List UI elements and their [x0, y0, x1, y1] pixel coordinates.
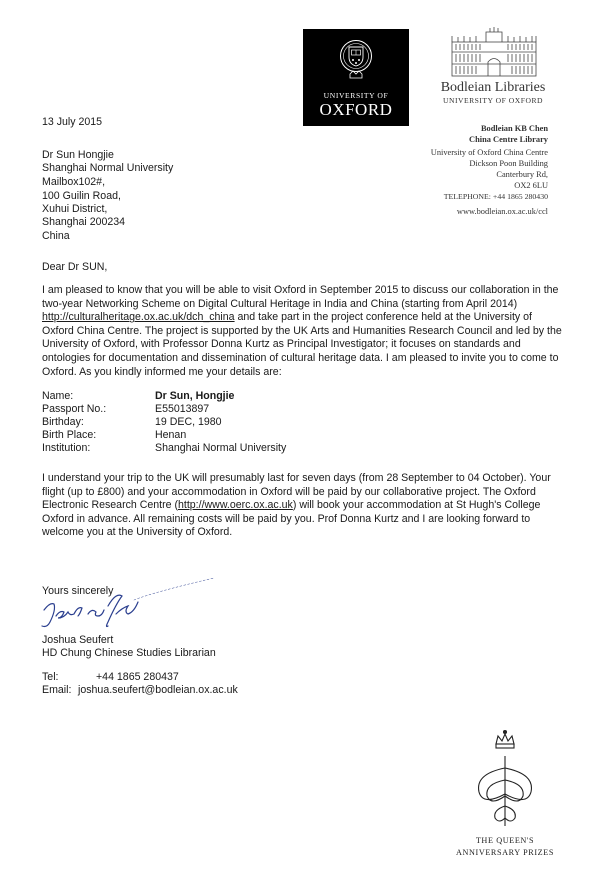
address-telephone: TELEPHONE: +44 1865 280430: [443, 192, 548, 201]
bodleian-subtitle: UNIVERSITY OF OXFORD: [442, 96, 543, 105]
recipient-line: Shanghai Normal University: [42, 162, 174, 174]
oxford-logo-line2: OXFORD: [319, 100, 393, 119]
detail-label: Passport No.:: [42, 403, 107, 415]
recipient-line: Xuhui District,: [42, 203, 108, 215]
letter-date: 13 July 2015: [42, 116, 103, 128]
signer-name: Joshua Seufert: [42, 634, 114, 646]
detail-value: Shanghai Normal University: [155, 442, 287, 454]
signer-title: HD Chung Chinese Studies Librarian: [42, 647, 216, 659]
signature-icon: [30, 576, 220, 634]
oxford-logo: [303, 29, 409, 126]
address-line: Canterbury Rd,: [496, 170, 548, 179]
address-dept-2: China Centre Library: [469, 135, 548, 144]
address-line: Dickson Poon Building: [469, 159, 548, 168]
contact-label: Email:: [42, 684, 72, 696]
detail-value: E55013897: [155, 403, 210, 415]
bodleian-building-icon: [448, 26, 540, 78]
paragraph-trip: I understand your trip to the UK will presumably last for seven days (from 28 September to 04 October). Your flight (up to £800) and your accommodation in Oxford will be paid by our collaborative project. The Oxford Electronic Research Centre (http://www.oerc.ox.ac.uk) will book your accommodation at St Hugh's College Oxford in advance. All remaining costs will be paid by you. Prof Donna Kurtz and I are looking forward to welcome you at the University of Oxford.: [42, 472, 551, 539]
recipient-line: Dr Sun Hongjie: [42, 149, 114, 161]
address-website[interactable]: www.bodleian.ox.ac.uk/ccl: [456, 207, 548, 216]
detail-label: Institution:: [42, 442, 91, 454]
address-line: University of Oxford China Centre: [430, 148, 548, 157]
contact-label: Tel:: [42, 671, 59, 683]
detail-value: Henan: [155, 429, 187, 441]
detail-label: Name:: [42, 390, 74, 402]
detail-label: Birthday:: [42, 416, 84, 428]
detail-label: Birth Place:: [42, 429, 97, 441]
recipient-line: 100 Guilin Road,: [42, 190, 121, 202]
paragraph-intro: I am pleased to know that you will be able to visit Oxford in September 2015 to discuss our collaboration in the two-year Networking Scheme on Digital Cultural Heritage in India and China (starting from April 2014) http://culturalheritage.ox.ac.uk/dch_china and take part in the project conference held at the University of Oxford China Centre. The project is supported by the UK Arts and Humanities Research Council and led by the University of Oxford, with Professor Donna Kurtz as Principal Investigator; it focuses on standards and ontologies for documentation and dissemination of cultural heritage data. I am pleased to invite you to come to Oxford. As you kindly informed me your details are:: [42, 284, 562, 378]
contact-value: +44 1865 280437: [96, 671, 179, 683]
bodleian-title: Bodleian Libraries: [440, 80, 546, 95]
detail-value: 19 DEC, 1980: [155, 416, 222, 428]
address-dept-1: Bodleian KB Chen: [480, 124, 548, 133]
recipient-line: China: [42, 230, 70, 242]
prize-line-2: ANNIVERSARY PRIZES: [455, 848, 555, 857]
address-line: OX2 6LU: [514, 181, 548, 190]
prize-line-1: THE QUEEN'S: [475, 836, 535, 845]
oxford-crest-icon: [339, 35, 373, 85]
closing: Yours sincerely: [42, 585, 114, 597]
recipient-line: Shanghai 200234: [42, 216, 126, 228]
project-link[interactable]: http://culturalheritage.ox.ac.uk/dch_china: [42, 311, 235, 324]
oxford-logo-line1: UNIVERSITY OF: [323, 91, 389, 100]
salutation: Dear Dr SUN,: [42, 261, 108, 273]
queens-prize-emblem-icon: [472, 728, 538, 832]
oerc-link[interactable]: http://www.oerc.ox.ac.uk: [178, 499, 293, 512]
recipient-line: Mailbox102#,: [42, 176, 106, 188]
contact-email[interactable]: joshua.seufert@bodleian.ox.ac.uk: [78, 684, 238, 696]
detail-value: Dr Sun, Hongjie: [155, 390, 235, 402]
